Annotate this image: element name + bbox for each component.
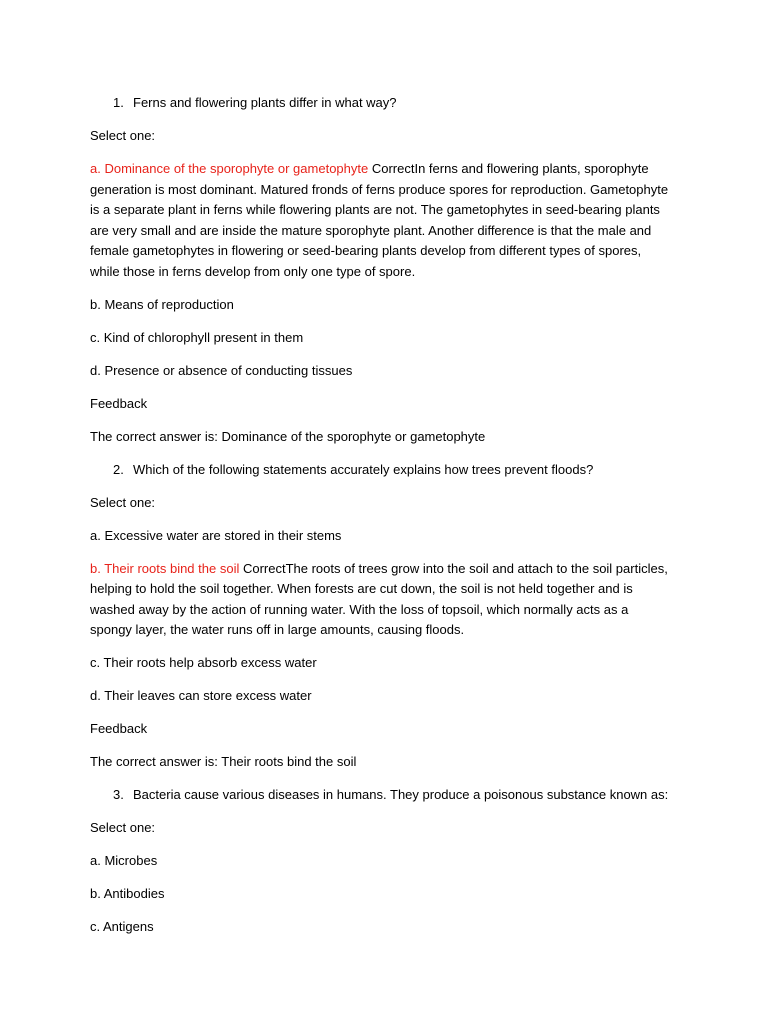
question-number: 2. (113, 461, 124, 477)
question-3 (90, 785, 670, 806)
feedback-label: Feedback (90, 395, 148, 411)
question-number: 3. (113, 787, 124, 802)
option-d: d. Presence or absence of conducting tissues (90, 362, 353, 378)
correct-option-label: a. Dominance of the sporophyte or gametophyte (90, 161, 369, 176)
option-c: c. Antigens (90, 919, 154, 934)
option-a: a. Microbes (90, 853, 158, 868)
correct-answer-text: The correct answer is: Their roots bind the soil (90, 754, 357, 769)
correct-option-label: b. Their roots bind the soil (90, 560, 240, 576)
option-b-correct (90, 559, 670, 641)
option-b: b. Antibodies (90, 886, 165, 901)
question-2 (90, 460, 670, 481)
correct-explanation: CorrectIn ferns and flowering plants, sporophyte generation is most dominant. Matured fronds of ferns produce spores for reproduction. Gametophyte is a separate plant in ferns while flowering plants are not. The gametophytes in seed-bearing plants are very small and are inside the mature sporophyte plant. Another difference is that the male and female gametophytes in flowering or seed-bearing plants develop from different types of spores, while those in ferns develop from only one type of spore. (90, 161, 669, 279)
option-a-correct (90, 159, 670, 282)
quiz-content (90, 93, 670, 950)
question-text: Ferns and flowering plants differ in what way? (133, 95, 397, 110)
select-one-label: Select one: (90, 128, 156, 143)
question-number: 1. (113, 95, 124, 110)
option-c: c. Kind of chlorophyll present in them (90, 329, 304, 345)
feedback-label: Feedback (90, 721, 148, 736)
question-1 (90, 93, 670, 114)
question-text: Which of the following statements accurately explains how trees prevent floods? (133, 461, 594, 477)
option-b: b. Means of reproduction (90, 296, 234, 312)
select-one-label: Select one: (90, 820, 156, 835)
select-one-label: Select one: (90, 494, 156, 510)
correct-answer-text: The correct answer is: Dominance of the sporophyte or gametophyte (90, 428, 486, 444)
option-a: a. Excessive water are stored in their stems (90, 527, 342, 543)
option-c: c. Their roots help absorb excess water (90, 655, 317, 670)
option-d: d. Their leaves can store excess water (90, 688, 312, 703)
question-text: Bacteria cause various diseases in humans. They produce a poisonous substance known as: (133, 787, 669, 802)
correct-explanation: CorrectThe roots of trees grow into the soil and attach to the soil particles, helping to hold the soil together. When forests are cut down, the soil is not held together and is washed away by the action of running water. With the loss of topsoil, which normally acts as a spongy layer, the water runs off in large amounts, causing floods. (90, 560, 668, 637)
